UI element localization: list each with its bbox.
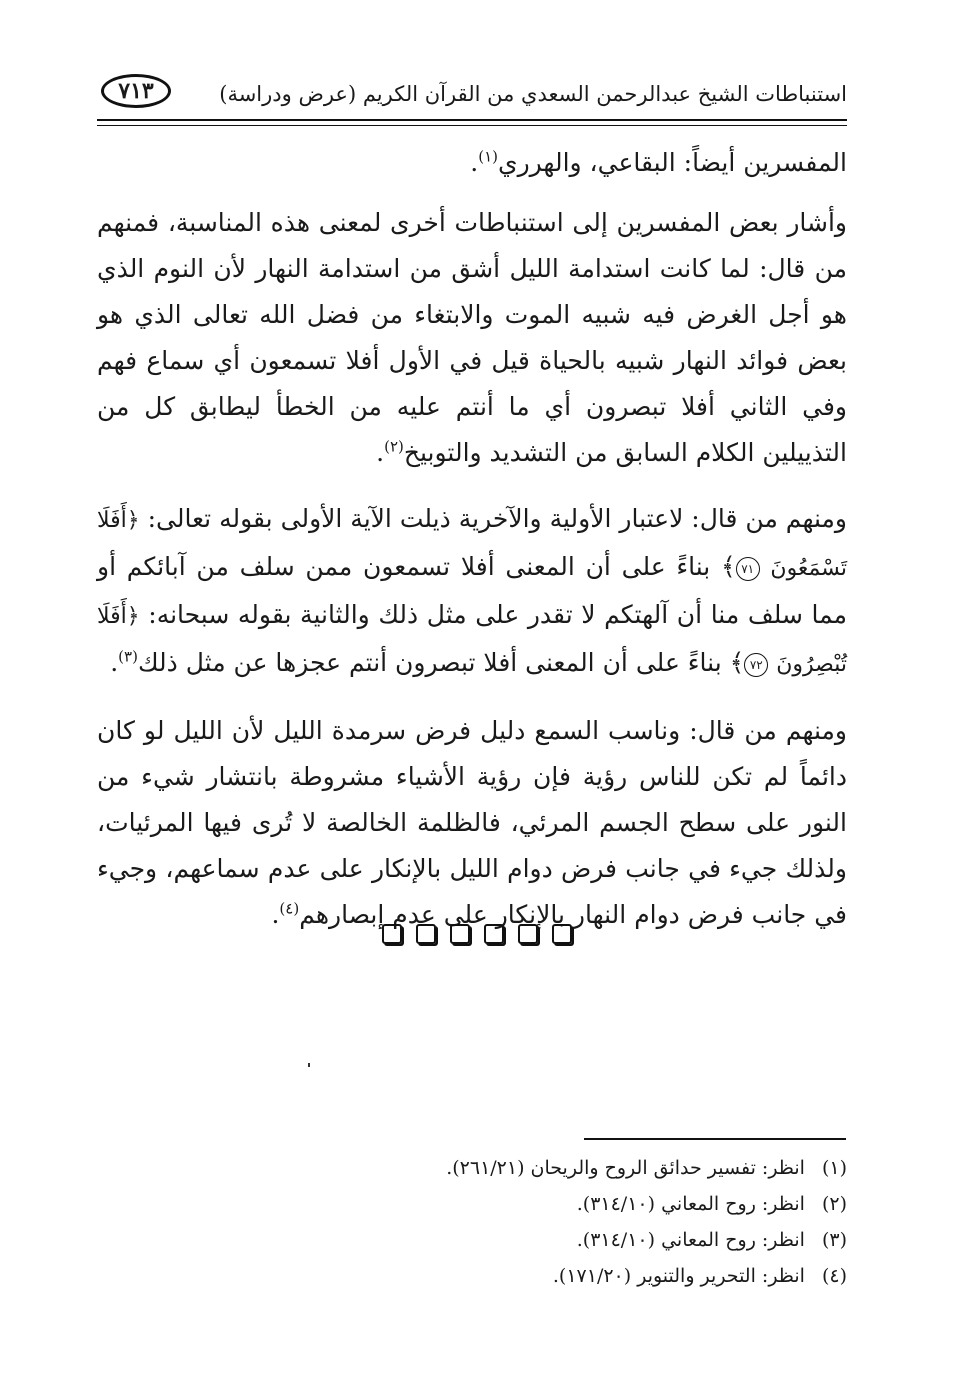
paragraph-2-text: وأشار بعض المفسرين إلى استنباطات أخرى لمعنى هذه المناسبة، فمنهم من قال: لما كانت استدامة الليل أشق من استدامة النهار لأن النوم الذي هو أجل الغرض فيه شبيه الموت والابتغاء من فضل الله تعالى الذي هو بعض فوائد النهار شبيه بالحياة قيل في الأول أفلا تسمعون أي سماع فهم وفي الثاني أفلا تبصرون أي ما أنتم عليه من الخطأ ليطابق كل من التذييلين الكلام السابق من التشديد والتوبيخ xyxy=(97,208,847,467)
paragraph-1 xyxy=(97,140,847,186)
footnotes xyxy=(97,1150,847,1294)
header-rule-thick xyxy=(97,119,847,121)
page-number-badge: ٧١٣ xyxy=(101,74,171,108)
paragraph-4-end: . xyxy=(271,900,280,929)
footnote-ref-4: (٤) xyxy=(279,899,300,918)
paragraph-3-end: . xyxy=(110,648,119,677)
footnote-number: (١) xyxy=(821,1157,847,1179)
separator-square-icon xyxy=(382,924,402,944)
paragraph-3 xyxy=(97,496,847,688)
footnote-rule xyxy=(584,1138,846,1140)
section-separator xyxy=(0,924,954,948)
separator-square-icon xyxy=(552,924,572,944)
header-rule-thin xyxy=(97,125,847,126)
paragraph-1-text: المفسرين أيضاً: البقاعي، والهرري xyxy=(498,148,847,177)
paragraph-4-text: ومنهم من قال: وناسب السمع دليل فرض سرمدة الليل لأن الليل لو كان دائماً لم تكن للناس رؤية فإن رؤية الأشياء مشروطة بانتشار شيء من النور على سطح الجسم المرئي، فالظلمة الخالصة لا تُرى فيها المرئيات، ولذلك جيء في جانب فرض دوام الليل بالإنكار على عدم سماعهم، وجيء في جانب فرض دوام النهار بالإنكار على عدم إبصارهم xyxy=(97,716,847,929)
footnote-ref-3: (٣) xyxy=(118,647,138,666)
footnote-ref-2: (٢) xyxy=(384,437,404,456)
ayah-number-marker-71: ٧١ xyxy=(736,557,760,581)
footnote-text: انظر: روح المعاني (٣١٤/١٠). xyxy=(576,1229,805,1251)
footnote-ref-1: (١) xyxy=(478,147,498,166)
quran-quote-1: ﴿أَفَلَا تَسْمَعُونَ xyxy=(97,508,848,581)
footnote-number: (٣) xyxy=(821,1229,847,1251)
running-title: استنباطات الشيخ عبدالرحمن السعدي من القرآن الكريم (عرض ودراسة) xyxy=(219,82,847,106)
footnote-number: (٤) xyxy=(821,1265,847,1287)
footnote-1 xyxy=(97,1150,847,1186)
page-header xyxy=(97,70,847,120)
footnote-3 xyxy=(97,1222,847,1258)
separator-square-icon xyxy=(484,924,504,944)
footnote-text: انظر: التحرير والتنوير (١٧١/٢٠). xyxy=(552,1265,805,1287)
separator-square-icon xyxy=(518,924,538,944)
paragraph-3-part-1: ومنهم من قال: لاعتبار الأولية والآخرية ذيلت الآية الأولى بقوله تعالى: xyxy=(147,504,847,533)
quran-quote-2: ﴿أَفَلَا تُبْصِرُونَ xyxy=(97,604,847,677)
ayah-number-marker-72: ٧٢ xyxy=(744,653,768,677)
paragraph-3-part-2: ﴾ بناءً على أن المعنى أفلا تسمعون ممن سلف من آبائكم أو مما سلف منا أن آلهتكم لا تقدر على مثل ذلك والثانية بقوله سبحانه: xyxy=(97,552,848,629)
separator-square-icon xyxy=(416,924,436,944)
footnote-number: (٢) xyxy=(821,1193,847,1215)
paragraph-3-part-3: ﴾ بناءً على أن المعنى أفلا تبصرون أنتم عجزها عن مثل ذلك xyxy=(137,648,745,677)
footnote-text: انظر: تفسير حدائق الروح والريحان (٢٦١/٢١). xyxy=(446,1157,805,1179)
separator-square-icon xyxy=(450,924,470,944)
paragraph-1-end: . xyxy=(470,148,479,177)
print-speck xyxy=(308,1063,310,1067)
main-text xyxy=(97,140,847,958)
footnote-text: انظر: روح المعاني (٣١٤/١٠). xyxy=(576,1193,805,1215)
paragraph-2 xyxy=(97,200,847,476)
footnote-2 xyxy=(97,1186,847,1222)
paragraph-2-end: . xyxy=(376,438,385,467)
footnote-4 xyxy=(97,1258,847,1294)
paragraph-4 xyxy=(97,708,847,938)
